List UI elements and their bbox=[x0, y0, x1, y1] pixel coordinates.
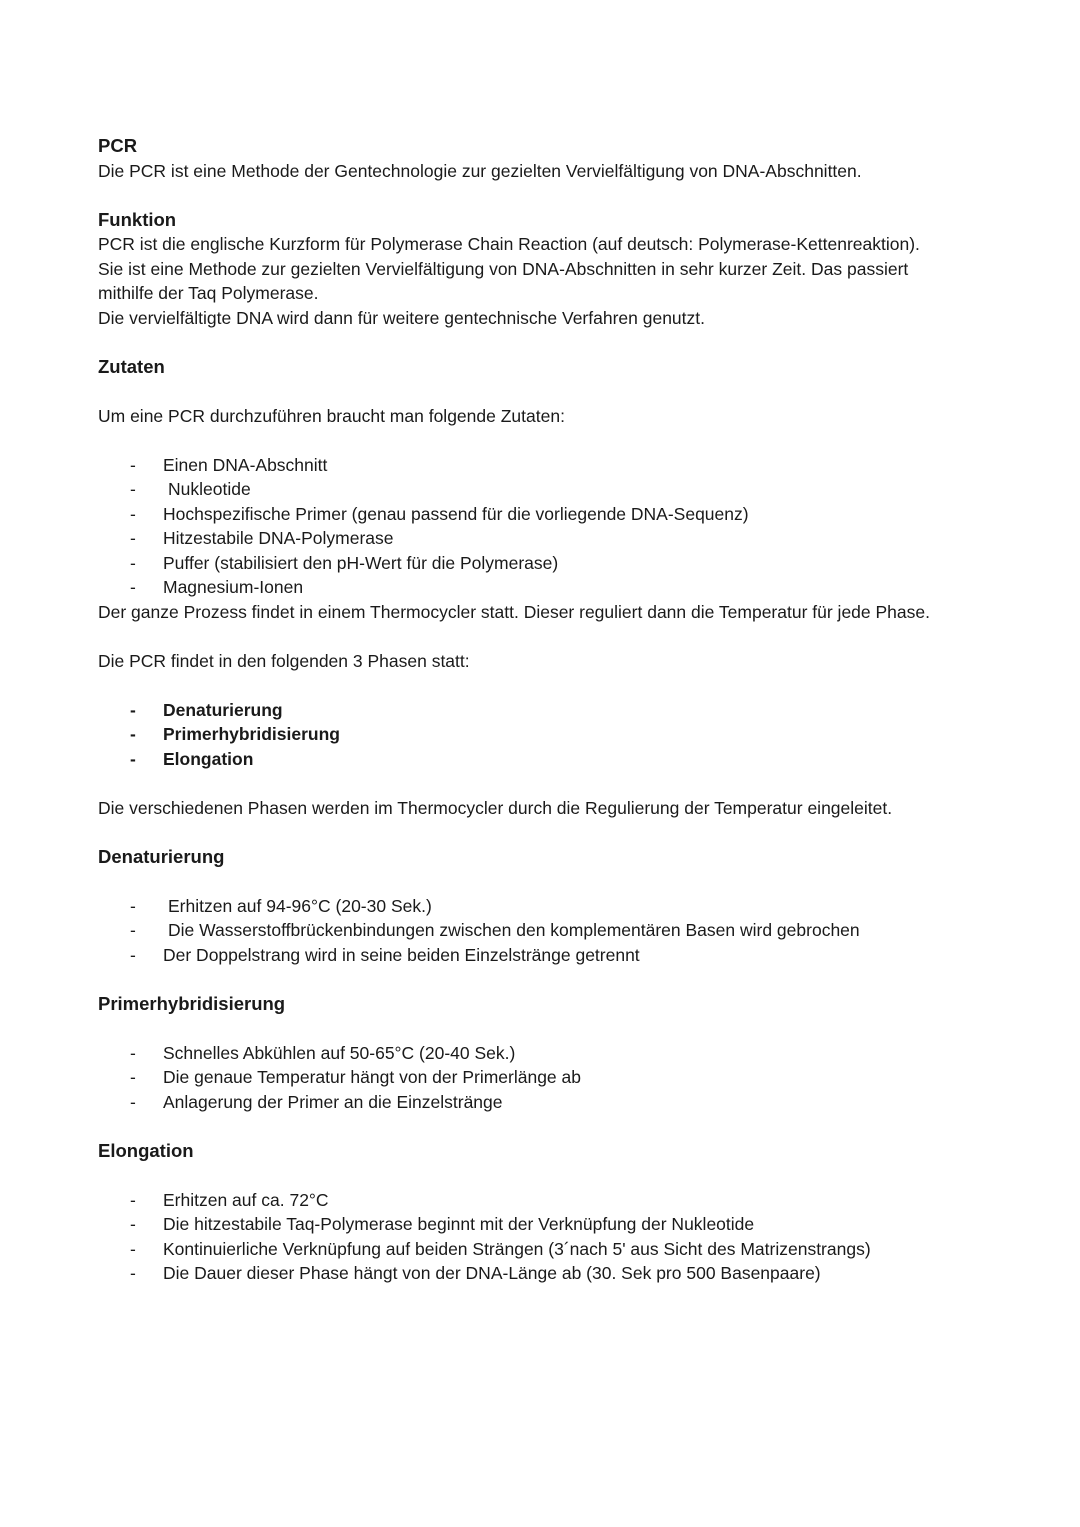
list-item: - Kontinuierliche Verknüpfung auf beiden Strängen (3´nach 5' aus Sicht des Matrizenstrangs) bbox=[98, 1237, 1020, 1262]
phases-list bbox=[98, 698, 1020, 772]
heading-funktion: Funktion bbox=[98, 208, 177, 230]
list-item: - Elongation bbox=[98, 747, 1020, 772]
funktion-line-1: PCR ist die englische Kurzform für Polymerase Chain Reaction (auf deutsch: Polymerase-Kettenreaktion). bbox=[98, 234, 920, 254]
thermocycler-note: Der ganze Prozess findet in einem Thermocycler statt. Dieser reguliert dann die Temperatur für jede Phase. bbox=[98, 601, 930, 622]
list-item: - Der Doppelstrang wird in seine beiden Einzelstränge getrennt bbox=[98, 943, 1020, 968]
list-item: - Erhitzen auf 94-96°C (20-30 Sek.) bbox=[98, 894, 1020, 919]
funktion-line-4: Die vervielfältigte DNA wird dann für weitere gentechnische Verfahren genutzt. bbox=[98, 307, 705, 328]
list-item: - Nukleotide bbox=[98, 477, 1020, 502]
list-item: - Die Wasserstoffbrückenbindungen zwischen den komplementären Basen wird gebrochen bbox=[98, 918, 1020, 943]
list-item: - Die genaue Temperatur hängt von der Primerlänge ab bbox=[98, 1065, 1020, 1090]
phases-note: Die verschiedenen Phasen werden im Thermocycler durch die Regulierung der Temperatur eingeleitet. bbox=[98, 797, 893, 818]
heading-elongation: Elongation bbox=[98, 1139, 194, 1161]
funktion-line-2: Sie ist eine Methode zur gezielten Vervielfältigung von DNA-Abschnitten in sehr kurzer Zeit. Das passiert bbox=[98, 258, 909, 279]
heading-pcr: PCR bbox=[98, 135, 138, 156]
primerhybridisierung-list bbox=[98, 1041, 1020, 1115]
list-item: - Einen DNA-Abschnitt bbox=[98, 453, 1020, 478]
list-item: - Puffer (stabilisiert den pH-Wert für die Polymerase) bbox=[98, 551, 1020, 576]
list-item: - Die hitzestabile Taq-Polymerase beginnt mit der Verknüpfung der Nukleotide bbox=[98, 1212, 1020, 1237]
funktion-line-3: mithilfe der Taq Polymerase. bbox=[98, 283, 319, 303]
list-item: - Anlagerung der Primer an die Einzelstränge bbox=[98, 1090, 1020, 1115]
list-item: - Hitzestabile DNA-Polymerase bbox=[98, 526, 1020, 551]
list-item: - Erhitzen auf ca. 72°C bbox=[98, 1188, 1020, 1213]
phases-intro: Die PCR findet in den folgenden 3 Phasen statt: bbox=[98, 650, 470, 671]
elongation-list bbox=[98, 1188, 1020, 1286]
list-item: - Magnesium-Ionen bbox=[98, 575, 1020, 600]
list-item: - Hochspezifische Primer (genau passend für die vorliegende DNA-Sequenz) bbox=[98, 502, 1020, 527]
zutaten-list bbox=[98, 453, 1020, 600]
pcr-definition: Die PCR ist eine Methode der Gentechnologie zur gezielten Vervielfältigung von DNA-Abschnitten. bbox=[98, 160, 862, 181]
heading-primerhybridisierung: Primerhybridisierung bbox=[98, 992, 286, 1014]
list-item: - Schnelles Abkühlen auf 50-65°C (20-40 Sek.) bbox=[98, 1041, 1020, 1066]
list-item: - Die Dauer dieser Phase hängt von der DNA-Länge ab (30. Sek pro 500 Basenpaare) bbox=[98, 1261, 1020, 1286]
heading-zutaten: Zutaten bbox=[98, 355, 165, 377]
heading-denaturierung: Denaturierung bbox=[98, 845, 225, 867]
denaturierung-list bbox=[98, 894, 1020, 968]
list-item: - Denaturierung bbox=[98, 698, 1020, 723]
zutaten-intro: Um eine PCR durchzuführen braucht man folgende Zutaten: bbox=[98, 405, 565, 426]
list-item: - Primerhybridisierung bbox=[98, 722, 1020, 747]
